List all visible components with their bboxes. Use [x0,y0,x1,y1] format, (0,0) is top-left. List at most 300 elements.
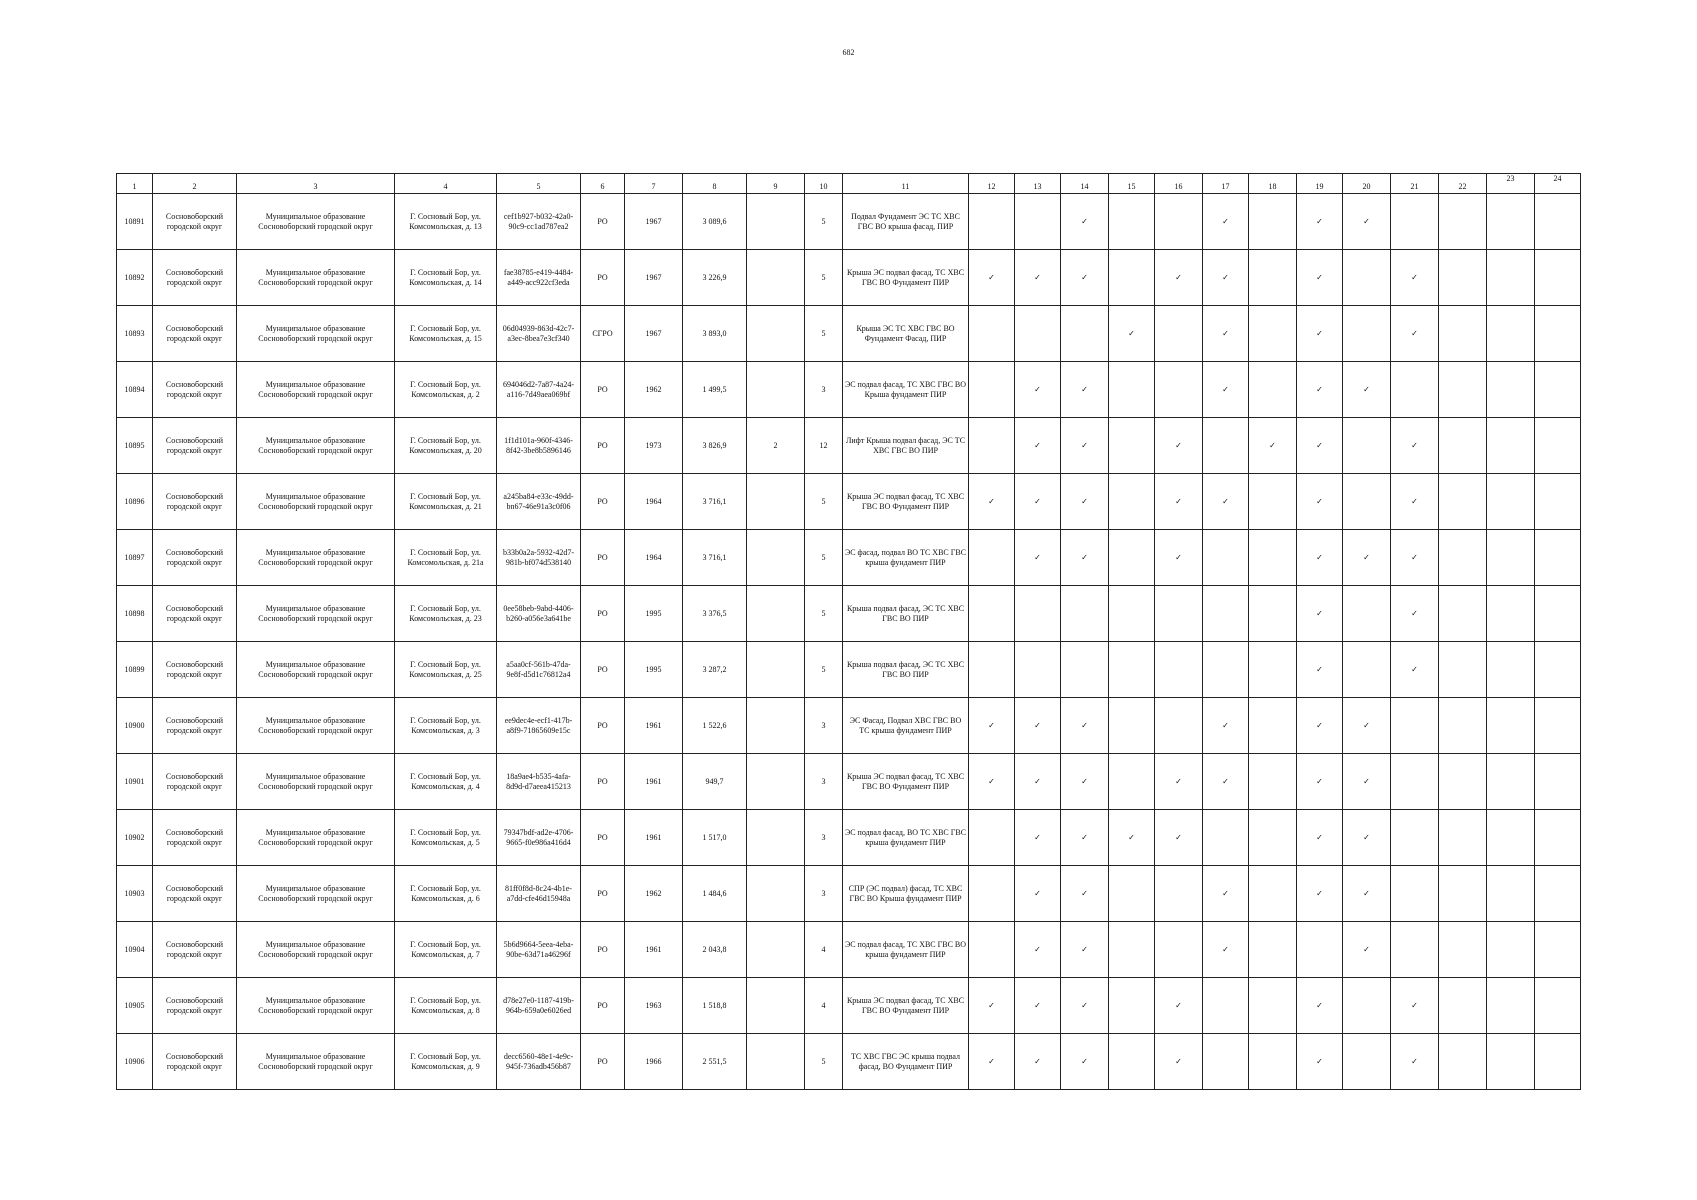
work-column-19-cell [1297,922,1343,978]
work-column-14-cell [1061,698,1109,754]
row-number: 10903 [117,866,153,922]
ownership-type-cell: РО [581,362,625,418]
guid-cell: a5aa0cf-561b-47da-9e8f-d5d1c76812a4 [497,642,581,698]
work-column-15-cell [1109,810,1155,866]
table-row [117,1034,1581,1090]
column-header-11: 11 [843,174,969,194]
column-header-17: 17 [1203,174,1249,194]
checkmark-icon: ✓ [1363,888,1370,898]
work-column-13-cell [1015,194,1061,250]
area-cell: 1 518,8 [683,978,747,1034]
year-cell: 1967 [625,194,683,250]
checkmark-icon: ✓ [1316,440,1323,450]
work-column-24-cell [1535,642,1581,698]
work-column-14-cell [1061,530,1109,586]
work-column-22-cell [1439,418,1487,474]
work-column-24-cell [1535,250,1581,306]
checkmark-icon: ✓ [1411,664,1418,674]
area-cell: 1 522,6 [683,698,747,754]
municipality-cell: Муниципальное образование Сосновоборский городской округ [237,754,395,810]
work-column-23-cell [1487,530,1535,586]
work-column-20-cell [1343,418,1391,474]
work-column-18-cell [1249,250,1297,306]
work-column-22-cell [1439,810,1487,866]
guid-cell: 79347bdf-ad2e-4706-9665-f0e986a416d4 [497,810,581,866]
work-column-17-cell [1203,810,1249,866]
checkmark-icon: ✓ [1128,328,1135,338]
checkmark-icon: ✓ [1081,384,1088,394]
work-column-20-cell [1343,642,1391,698]
floors-cell: 5 [805,586,843,642]
works-cell: ЭС подвал фасад, ТС ХВС ГВС ВО Крыша фундамент ПИР [843,362,969,418]
work-column-21-cell [1391,250,1439,306]
guid-cell: 81ff0f8d-8c24-4b1e-a7dd-cfe46d15948a [497,866,581,922]
work-column-21-cell [1391,1034,1439,1090]
table-body [117,194,1581,1090]
work-column-16-cell [1155,418,1203,474]
work-column-19-cell [1297,250,1343,306]
work-column-12-cell [969,194,1015,250]
work-column-12-cell [969,530,1015,586]
column-header-19: 19 [1297,174,1343,194]
ownership-type-cell: РО [581,642,625,698]
work-column-20-cell [1343,866,1391,922]
floors-cell: 3 [805,754,843,810]
row-number: 10906 [117,1034,153,1090]
work-column-21-cell [1391,418,1439,474]
work-column-18-cell [1249,306,1297,362]
work-column-18-cell [1249,866,1297,922]
year-cell: 1962 [625,362,683,418]
district-cell: Сосновоборский городской округ [153,1034,237,1090]
address-cell: Г. Сосновый Бор, ул. Комсомольская, д. 5 [395,810,497,866]
checkmark-icon: ✓ [988,1000,995,1010]
district-cell: Сосновоборский городской округ [153,362,237,418]
year-cell: 1964 [625,474,683,530]
year-cell: 1967 [625,250,683,306]
checkmark-icon: ✓ [1316,496,1323,506]
work-column-14-cell [1061,250,1109,306]
table-row [117,698,1581,754]
work-column-13-cell [1015,978,1061,1034]
row-number: 10895 [117,418,153,474]
work-column-14-cell [1061,810,1109,866]
row-number: 10894 [117,362,153,418]
checkmark-icon: ✓ [1411,1000,1418,1010]
municipality-cell: Муниципальное образование Сосновоборский городской округ [237,250,395,306]
address-cell: Г. Сосновый Бор, ул. Комсомольская, д. 23 [395,586,497,642]
ownership-type-cell: РО [581,754,625,810]
year-cell: 1964 [625,530,683,586]
work-column-16-cell [1155,866,1203,922]
work-column-24-cell [1535,754,1581,810]
work-column-12-cell [969,418,1015,474]
work-column-19-cell [1297,194,1343,250]
work-column-21-cell [1391,922,1439,978]
address-cell: Г. Сосновый Бор, ул. Комсомольская, д. 2 [395,362,497,418]
checkmark-icon: ✓ [1222,384,1229,394]
column-9-cell [747,754,805,810]
checkmark-icon: ✓ [1363,776,1370,786]
row-number: 10892 [117,250,153,306]
work-column-15-cell [1109,1034,1155,1090]
work-column-13-cell [1015,530,1061,586]
row-number: 10899 [117,642,153,698]
work-column-20-cell [1343,586,1391,642]
checkmark-icon: ✓ [1411,496,1418,506]
table-row [117,642,1581,698]
row-number: 10900 [117,698,153,754]
checkmark-icon: ✓ [1175,272,1182,282]
work-column-22-cell [1439,474,1487,530]
work-column-15-cell [1109,978,1155,1034]
work-column-21-cell [1391,754,1439,810]
address-cell: Г. Сосновый Бор, ул. Комсомольская, д. 7 [395,922,497,978]
checkmark-icon: ✓ [1363,384,1370,394]
column-header-12: 12 [969,174,1015,194]
work-column-13-cell [1015,250,1061,306]
work-column-13-cell [1015,810,1061,866]
work-column-22-cell [1439,586,1487,642]
work-column-17-cell [1203,418,1249,474]
works-cell: ЭС фасад, подвал ВО ТС ХВС ГВС крыша фундамент ПИР [843,530,969,586]
table-row [117,978,1581,1034]
column-9-cell [747,810,805,866]
floors-cell: 5 [805,306,843,362]
table-row [117,754,1581,810]
work-column-21-cell [1391,474,1439,530]
works-cell: Крыша ЭС подвал фасад, ТС ХВС ГВС ВО Фундамент ПИР [843,754,969,810]
year-cell: 1966 [625,1034,683,1090]
floors-cell: 3 [805,866,843,922]
district-cell: Сосновоборский городской округ [153,586,237,642]
work-column-18-cell [1249,194,1297,250]
work-column-13-cell [1015,474,1061,530]
checkmark-icon: ✓ [1175,776,1182,786]
work-column-17-cell [1203,362,1249,418]
municipality-cell: Муниципальное образование Сосновоборский городской округ [237,362,395,418]
checkmark-icon: ✓ [1081,720,1088,730]
checkmark-icon: ✓ [1316,832,1323,842]
work-column-13-cell [1015,306,1061,362]
work-column-18-cell [1249,530,1297,586]
checkmark-icon: ✓ [1034,440,1041,450]
work-column-23-cell [1487,754,1535,810]
checkmark-icon: ✓ [1034,272,1041,282]
work-column-17-cell [1203,1034,1249,1090]
column-header-14: 14 [1061,174,1109,194]
work-column-19-cell [1297,1034,1343,1090]
work-column-16-cell [1155,642,1203,698]
work-column-16-cell [1155,250,1203,306]
floors-cell: 4 [805,978,843,1034]
checkmark-icon: ✓ [1222,944,1229,954]
work-column-22-cell [1439,306,1487,362]
row-number: 10905 [117,978,153,1034]
ownership-type-cell: СГРО [581,306,625,362]
work-column-21-cell [1391,642,1439,698]
address-cell: Г. Сосновый Бор, ул. Комсомольская, д. 6 [395,866,497,922]
district-cell: Сосновоборский городской округ [153,922,237,978]
guid-cell: 694046d2-7a87-4a24-a116-7d49aea069bf [497,362,581,418]
column-9-cell [747,306,805,362]
checkmark-icon: ✓ [1081,216,1088,226]
checkmark-icon: ✓ [1081,888,1088,898]
area-cell: 2 043,8 [683,922,747,978]
work-column-14-cell [1061,306,1109,362]
work-column-14-cell [1061,474,1109,530]
work-column-12-cell [969,362,1015,418]
header-row [117,174,1581,194]
column-header-23: 23 [1487,174,1535,194]
works-cell: Крыша ЭС подвал фасад, ТС ХВС ГВС ВО Фундамент ПИР [843,250,969,306]
area-cell: 2 551,5 [683,1034,747,1090]
floors-cell: 3 [805,698,843,754]
district-cell: Сосновоборский городской округ [153,530,237,586]
work-column-17-cell [1203,698,1249,754]
work-column-13-cell [1015,642,1061,698]
work-column-13-cell [1015,698,1061,754]
area-cell: 3 226,9 [683,250,747,306]
work-column-18-cell [1249,642,1297,698]
work-column-20-cell [1343,530,1391,586]
ownership-type-cell: РО [581,866,625,922]
work-column-16-cell [1155,698,1203,754]
work-column-19-cell [1297,810,1343,866]
column-9-cell [747,978,805,1034]
column-header-2: 2 [153,174,237,194]
work-column-18-cell [1249,1034,1297,1090]
municipality-cell: Муниципальное образование Сосновоборский городской округ [237,1034,395,1090]
checkmark-icon: ✓ [1175,552,1182,562]
guid-cell: 1f1d101a-960f-4346-8f42-3be8b5896146 [497,418,581,474]
checkmark-icon: ✓ [1175,1000,1182,1010]
work-column-20-cell [1343,194,1391,250]
work-column-12-cell [969,586,1015,642]
work-column-20-cell [1343,922,1391,978]
work-column-16-cell [1155,194,1203,250]
column-header-7: 7 [625,174,683,194]
work-column-12-cell [969,250,1015,306]
checkmark-icon: ✓ [988,272,995,282]
work-column-24-cell [1535,194,1581,250]
address-cell: Г. Сосновый Бор, ул. Комсомольская, д. 13 [395,194,497,250]
work-column-18-cell [1249,362,1297,418]
work-column-12-cell [969,306,1015,362]
checkmark-icon: ✓ [1222,328,1229,338]
ownership-type-cell: РО [581,250,625,306]
checkmark-icon: ✓ [1269,440,1276,450]
checkmark-icon: ✓ [1363,720,1370,730]
checkmark-icon: ✓ [1363,552,1370,562]
work-column-17-cell [1203,530,1249,586]
address-cell: Г. Сосновый Бор, ул. Комсомольская, д. 9 [395,1034,497,1090]
checkmark-icon: ✓ [1034,776,1041,786]
checkmark-icon: ✓ [1034,1000,1041,1010]
work-column-22-cell [1439,530,1487,586]
work-column-17-cell [1203,250,1249,306]
work-column-16-cell [1155,810,1203,866]
year-cell: 1961 [625,698,683,754]
works-cell: Крыша ЭС подвал фасад, ТС ХВС ГВС ВО Фундамент ПИР [843,978,969,1034]
table-row [117,306,1581,362]
column-header-22: 22 [1439,174,1487,194]
checkmark-icon: ✓ [1411,440,1418,450]
area-cell: 3 376,5 [683,586,747,642]
row-number: 10904 [117,922,153,978]
work-column-15-cell [1109,418,1155,474]
address-cell: Г. Сосновый Бор, ул. Комсомольская, д. 3 [395,698,497,754]
checkmark-icon: ✓ [1316,776,1323,786]
work-column-19-cell [1297,362,1343,418]
checkmark-icon: ✓ [1316,384,1323,394]
work-column-15-cell [1109,250,1155,306]
district-cell: Сосновоборский городской округ [153,250,237,306]
work-column-15-cell [1109,530,1155,586]
column-header-5: 5 [497,174,581,194]
checkmark-icon: ✓ [1222,888,1229,898]
area-cell: 3 826,9 [683,418,747,474]
guid-cell: 06d04939-863d-42c7-a3ec-8bea7e3cf340 [497,306,581,362]
table-row [117,194,1581,250]
work-column-16-cell [1155,978,1203,1034]
area-cell: 1 499,5 [683,362,747,418]
work-column-20-cell [1343,474,1391,530]
municipality-cell: Муниципальное образование Сосновоборский городской округ [237,586,395,642]
checkmark-icon: ✓ [1363,944,1370,954]
ownership-type-cell: РО [581,922,625,978]
work-column-15-cell [1109,866,1155,922]
work-column-23-cell [1487,866,1535,922]
checkmark-icon: ✓ [1316,552,1323,562]
work-column-23-cell [1487,1034,1535,1090]
work-column-21-cell [1391,362,1439,418]
area-cell: 3 716,1 [683,474,747,530]
work-column-13-cell [1015,1034,1061,1090]
work-column-19-cell [1297,698,1343,754]
area-cell: 1 484,6 [683,866,747,922]
year-cell: 1961 [625,922,683,978]
checkmark-icon: ✓ [988,1056,995,1066]
work-column-17-cell [1203,866,1249,922]
work-column-16-cell [1155,306,1203,362]
guid-cell: 18a9ae4-b535-4afa-8d9d-d7aeea415213 [497,754,581,810]
checkmark-icon: ✓ [1034,1056,1041,1066]
work-column-18-cell [1249,474,1297,530]
work-column-15-cell [1109,642,1155,698]
table-row [117,866,1581,922]
work-column-19-cell [1297,418,1343,474]
work-column-22-cell [1439,362,1487,418]
work-column-19-cell [1297,754,1343,810]
work-column-20-cell [1343,362,1391,418]
area-cell: 3 287,2 [683,642,747,698]
work-column-14-cell [1061,586,1109,642]
checkmark-icon: ✓ [1316,664,1323,674]
address-cell: Г. Сосновый Бор, ул. Комсомольская, д. 14 [395,250,497,306]
guid-cell: ee9dec4e-ecf1-417b-a8f9-71865609e15c [497,698,581,754]
ownership-type-cell: РО [581,978,625,1034]
checkmark-icon: ✓ [1034,552,1041,562]
checkmark-icon: ✓ [1034,384,1041,394]
column-9-cell [747,642,805,698]
work-column-22-cell [1439,978,1487,1034]
work-column-16-cell [1155,530,1203,586]
work-column-17-cell [1203,922,1249,978]
area-cell: 1 517,0 [683,810,747,866]
work-column-21-cell [1391,530,1439,586]
work-column-17-cell [1203,978,1249,1034]
district-cell: Сосновоборский городской округ [153,418,237,474]
work-column-16-cell [1155,362,1203,418]
work-column-15-cell [1109,586,1155,642]
table-row [117,474,1581,530]
work-column-15-cell [1109,194,1155,250]
column-header-16: 16 [1155,174,1203,194]
work-column-15-cell [1109,306,1155,362]
address-cell: Г. Сосновый Бор, ул. Комсомольская, д. 21 [395,474,497,530]
row-number: 10902 [117,810,153,866]
column-header-18: 18 [1249,174,1297,194]
guid-cell: a245ba84-e33c-49dd-bn67-46e91a3c0f06 [497,474,581,530]
row-number: 10901 [117,754,153,810]
floors-cell: 12 [805,418,843,474]
column-header-20: 20 [1343,174,1391,194]
guid-cell: b33b0a2a-5932-42d7-981b-bf074d538140 [497,530,581,586]
work-column-20-cell [1343,810,1391,866]
table-header [117,174,1581,194]
year-cell: 1962 [625,866,683,922]
work-column-24-cell [1535,698,1581,754]
district-cell: Сосновоборский городской округ [153,642,237,698]
column-9-cell [747,922,805,978]
column-9-cell [747,194,805,250]
work-column-23-cell [1487,698,1535,754]
floors-cell: 5 [805,642,843,698]
ownership-type-cell: РО [581,698,625,754]
works-cell: ЭС Фасад, Подвал ХВС ГВС ВО ТС крыша фундамент ПИР [843,698,969,754]
work-column-23-cell [1487,586,1535,642]
work-column-14-cell [1061,754,1109,810]
checkmark-icon: ✓ [1222,720,1229,730]
guid-cell: decc6560-48e1-4e9c-945f-736adb456b87 [497,1034,581,1090]
works-cell: Подвал Фундамент ЭС ТС ХВС ГВС ВО крыша фасад, ПИР [843,194,969,250]
district-cell: Сосновоборский городской округ [153,754,237,810]
checkmark-icon: ✓ [1081,1000,1088,1010]
work-column-20-cell [1343,978,1391,1034]
work-column-12-cell [969,978,1015,1034]
table-row [117,810,1581,866]
checkmark-icon: ✓ [1175,1056,1182,1066]
work-column-23-cell [1487,362,1535,418]
checkmark-icon: ✓ [1128,832,1135,842]
work-column-24-cell [1535,586,1581,642]
row-number: 10898 [117,586,153,642]
work-column-19-cell [1297,866,1343,922]
work-column-17-cell [1203,586,1249,642]
checkmark-icon: ✓ [1175,832,1182,842]
column-9-cell: 2 [747,418,805,474]
address-cell: Г. Сосновый Бор, ул. Комсомольская, д. 15 [395,306,497,362]
municipality-cell: Муниципальное образование Сосновоборский городской округ [237,810,395,866]
work-column-24-cell [1535,810,1581,866]
works-cell: ЭС подвал фасад, ВО ТС ХВС ГВС крыша фундамент ПИР [843,810,969,866]
district-cell: Сосновоборский городской округ [153,698,237,754]
column-9-cell [747,1034,805,1090]
column-9-cell [747,586,805,642]
column-header-6: 6 [581,174,625,194]
work-column-24-cell [1535,978,1581,1034]
